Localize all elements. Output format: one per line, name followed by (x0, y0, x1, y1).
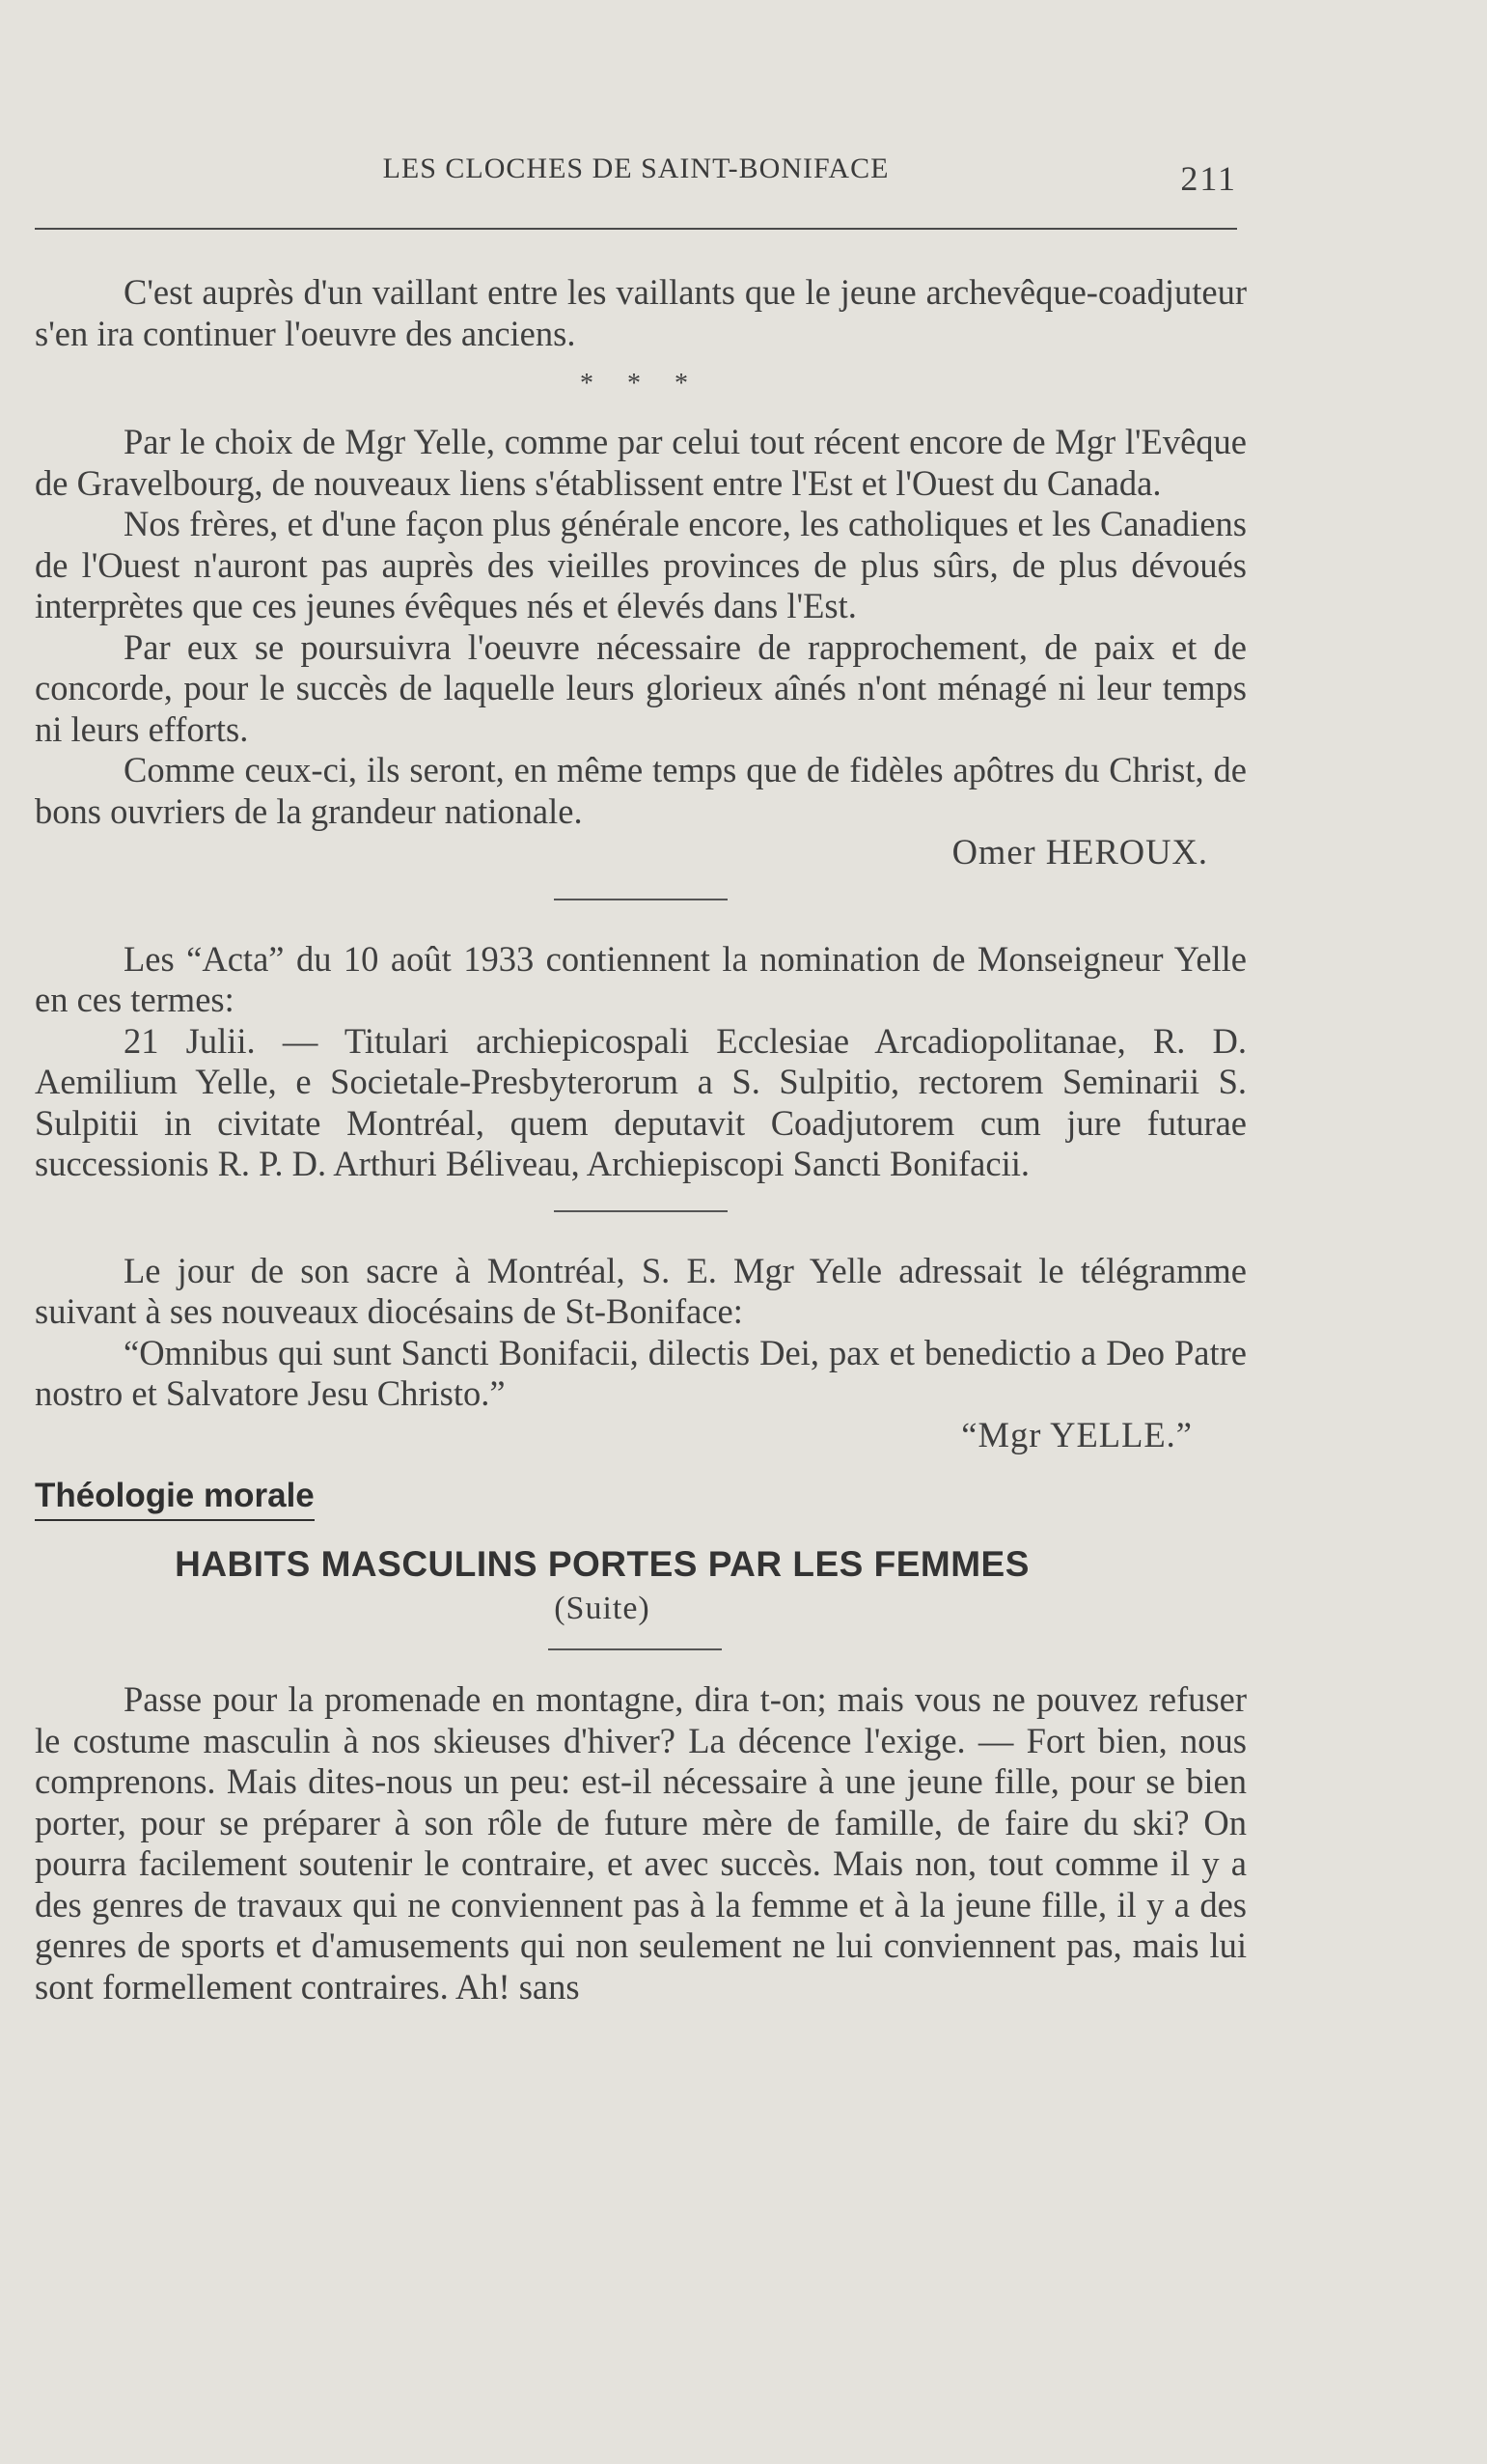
article-subtitle: (Suite) (554, 1591, 650, 1626)
paragraph: Comme ceux-ci, ils seront, en même temps que de fidèles apôtres du Christ, de bons ouvriers de la grandeur nationale. (35, 750, 1247, 831)
author-signature: Omer HEROUX. (951, 832, 1208, 872)
paragraph: Nos frères, et d'une façon plus générale encore, les catholiques et les Canadiens de l'Ouest n'auront pas auprès des vieilles provinces de plus sûrs, de plus dévoués interprètes que ces jeunes évêques nés et élevés dans l'Est. (35, 504, 1247, 625)
page-header (35, 145, 1237, 203)
section-label: Théologie morale (35, 1477, 315, 1521)
article-title: HABITS MASCULINS PORTES PAR LES FEMMES (175, 1544, 1030, 1584)
paragraph: Le jour de son sacre à Montréal, S. E. Mgr Yelle adressait le télégramme suivant à ses nouveaux diocésains de St-Boniface: (35, 1250, 1247, 1331)
divider-rule (554, 1210, 728, 1212)
page-number: 211 (1180, 159, 1237, 198)
paragraph: 21 Julii. — Titulari archiepicospali Ecclesiae Arcadiopolitanae, R. D. Aemilium Yelle, e Societale-Presbyterorum a S. Sulpitio, rectorem Seminarii S. Sulpitii in civitate Montréal, quem deputavit Coadjutorem cum jure futurae successionis R. P. D. Arthuri Béliveau, Archiepiscopi Sancti Bonifacii. (35, 1020, 1247, 1183)
header-rule (35, 228, 1237, 230)
running-title: LES CLOCHES DE SAINT-BONIFACE (382, 152, 890, 184)
paragraph: Les “Acta” du 10 août 1933 contiennent la nomination de Monseigneur Yelle en ces termes: (35, 938, 1247, 1019)
paragraph: “Omnibus qui sunt Sancti Bonifacii, dilectis Dei, pax et benedictio a Deo Patre nostro et Salvatore Jesu Christo.” (35, 1332, 1247, 1413)
telegram-signature: “Mgr YELLE.” (961, 1414, 1193, 1454)
paragraph: C'est auprès d'un vaillant entre les vaillants que le jeune archevêque-coadjuteur s'en ira continuer l'oeuvre des anciens. (35, 272, 1247, 353)
section-separator: * * * (580, 369, 702, 399)
paragraph: Passe pour la promenade en montagne, dira t-on; mais vous ne pouvez refuser le costume masculin à nos skieuses d'hiver? La décence l'exige. — Fort bien, nous comprenons. Mais dites-nous un peu: est-il nécessaire à une jeune fille, pour se bien porter, pour se préparer à son rôle de future mère de famille, de faire du ski? On pourra facilement soutenir le contraire, et avec succès. Mais non, tout comme il y a des genres de travaux qui ne conviennent pas à la femme et à la jeune fille, il y a des genres de sports et d'amusements qui non seulement ne lui conviennent pas, mais lui sont formellement contraires. Ah! sans (35, 1679, 1247, 2007)
divider-rule (554, 899, 728, 900)
title-rule (548, 1648, 722, 1650)
paragraph: Par eux se poursuivra l'oeuvre nécessaire de rapprochement, de paix et de concorde, pour le succès de laquelle leurs glorieux aînés n'ont ménagé ni leur temps ni leurs efforts. (35, 626, 1247, 749)
paragraph: Par le choix de Mgr Yelle, comme par celui tout récent encore de Mgr l'Evêque de Gravelbourg, de nouveaux liens s'établissent entre l'Est et l'Ouest du Canada. (35, 422, 1247, 503)
page-content (35, 272, 1247, 2007)
